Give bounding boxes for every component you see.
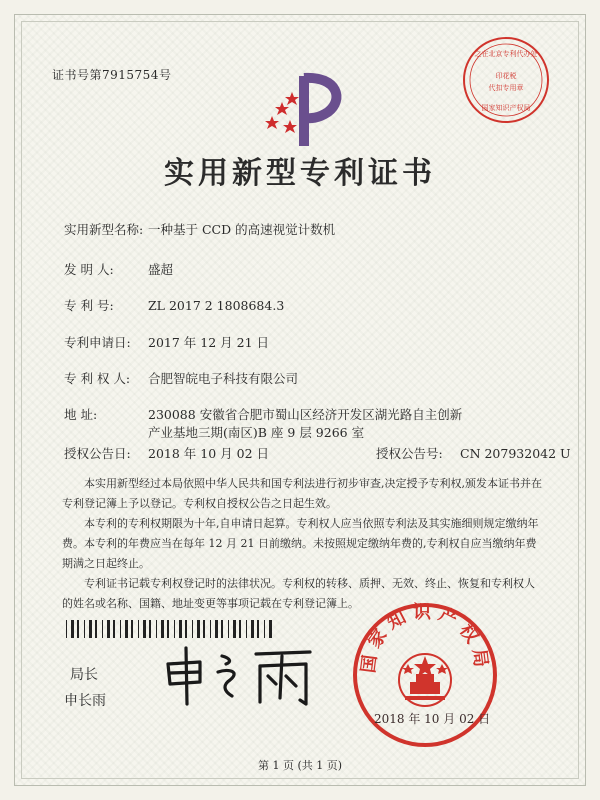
field-value: 产业基地三期(南区)B 座 9 层 9266 室 <box>148 425 365 440</box>
barcode-bar <box>84 620 85 638</box>
director-name: 申长雨 <box>64 693 106 709</box>
barcode-bar <box>167 620 169 638</box>
field-label: 专 利 权 人: <box>64 371 131 386</box>
barcode-bar <box>77 620 79 638</box>
field-label: 发 明 人: <box>64 262 114 277</box>
field-label: 授权公告日: <box>64 446 131 461</box>
barcode-bar <box>246 620 247 638</box>
barcode-bar <box>156 620 157 638</box>
patent-office-logo-icon <box>258 66 354 156</box>
tax-stamp-mid-text: 印花税 <box>495 72 517 80</box>
certificate-title: 实用新型专利证书 <box>164 156 436 191</box>
barcode-bar <box>215 620 218 638</box>
barcode-bar <box>251 620 254 638</box>
tax-stamp-bottom-text: 国家知识产权局 <box>481 104 531 112</box>
barcode-bar <box>161 620 164 638</box>
barcode-bar <box>179 620 182 638</box>
barcode-bar <box>131 620 133 638</box>
barcode-bar <box>149 620 151 638</box>
field-value: 2017 年 12 月 21 日 <box>148 335 269 350</box>
barcode-bar <box>239 620 241 638</box>
director-title: 局长 <box>70 667 98 683</box>
barcode-bar <box>120 620 121 638</box>
tax-stamp <box>460 34 552 126</box>
seal-date: 2018 年 10 月 02 日 <box>374 712 491 726</box>
barcode-bar <box>185 620 187 638</box>
barcode-bar <box>221 620 223 638</box>
field-value: ZL 2017 2 1808684.3 <box>148 298 285 313</box>
certificate-body <box>62 474 542 614</box>
barcode-bar <box>197 620 200 638</box>
field-value: 2018 年 10 月 02 日 <box>148 446 269 461</box>
barcode-bar <box>143 620 146 638</box>
field-value: 230088 安徽省合肥市蜀山区经济开发区湖光路自主创新 <box>148 407 463 422</box>
field-value: CN 207932042 U <box>460 446 571 461</box>
body-paragraph: 本实用新型经过本局依照中华人民共和国专利法进行初步审查,决定授予专利权,颁发本证书并在专利登记簿上予以登记。专利权自授权公告之日起生效。 <box>62 477 542 510</box>
barcode-bar <box>228 620 229 638</box>
barcode-bar <box>210 620 211 638</box>
field-label: 实用新型名称: <box>64 222 144 237</box>
field-value: 合肥智皖电子科技有限公司 <box>148 371 299 386</box>
barcode-bar <box>233 620 236 638</box>
barcode-bar <box>95 620 97 638</box>
tax-stamp-mid2-text: 代扣专用章 <box>488 84 524 92</box>
body-paragraph: 专利证书记载专利权登记时的法律状况。专利权的转移、质押、无效、终止、恢复和专利权人的姓名或名称、国籍、地址变更等事项记载在专利登记簿上。 <box>62 577 535 610</box>
barcode-bar <box>89 620 92 638</box>
barcode-icon <box>66 620 276 638</box>
barcode-bar <box>71 620 74 638</box>
barcode-bar <box>107 620 110 638</box>
field-value: 一种基于 CCD 的高速视觉计数机 <box>148 222 336 237</box>
tax-stamp-top-text: 之在北京专利代办处 <box>474 50 538 58</box>
field-label: 专利申请日: <box>64 335 131 350</box>
field-value: 盛超 <box>148 262 174 277</box>
national-emblem-icon <box>399 654 451 706</box>
barcode-bar <box>174 620 175 638</box>
official-seal <box>350 600 500 750</box>
barcode-bar <box>257 620 259 638</box>
barcode-bar <box>125 620 128 638</box>
director-signature <box>160 642 330 712</box>
field-label: 地 址: <box>64 407 98 422</box>
barcode-bar <box>102 620 103 638</box>
barcode-bar <box>138 620 139 638</box>
barcode-bar <box>269 620 272 638</box>
barcode-bar <box>192 620 193 638</box>
field-label: 专 利 号: <box>64 298 114 313</box>
barcode-bar <box>203 620 205 638</box>
certificate-number: 证书号第7915754号 <box>52 68 172 82</box>
page-footer: 第 1 页 (共 1 页) <box>257 759 343 772</box>
barcode-bar <box>264 620 265 638</box>
body-paragraph: 本专利的专利权期限为十年,自申请日起算。专利权人应当依照专利法及其实施细则规定缴纳年费。本专利的年费应当在每年 12 月 21 日前缴纳。未按照规定缴纳年费的,专利权自应当缴纳年费期满之日起终止。 <box>62 517 539 570</box>
barcode-bar <box>66 620 67 638</box>
field-label: 授权公告号: <box>376 446 443 461</box>
seal-text: 国家知识产权局 <box>358 602 492 675</box>
barcode-bar <box>113 620 115 638</box>
